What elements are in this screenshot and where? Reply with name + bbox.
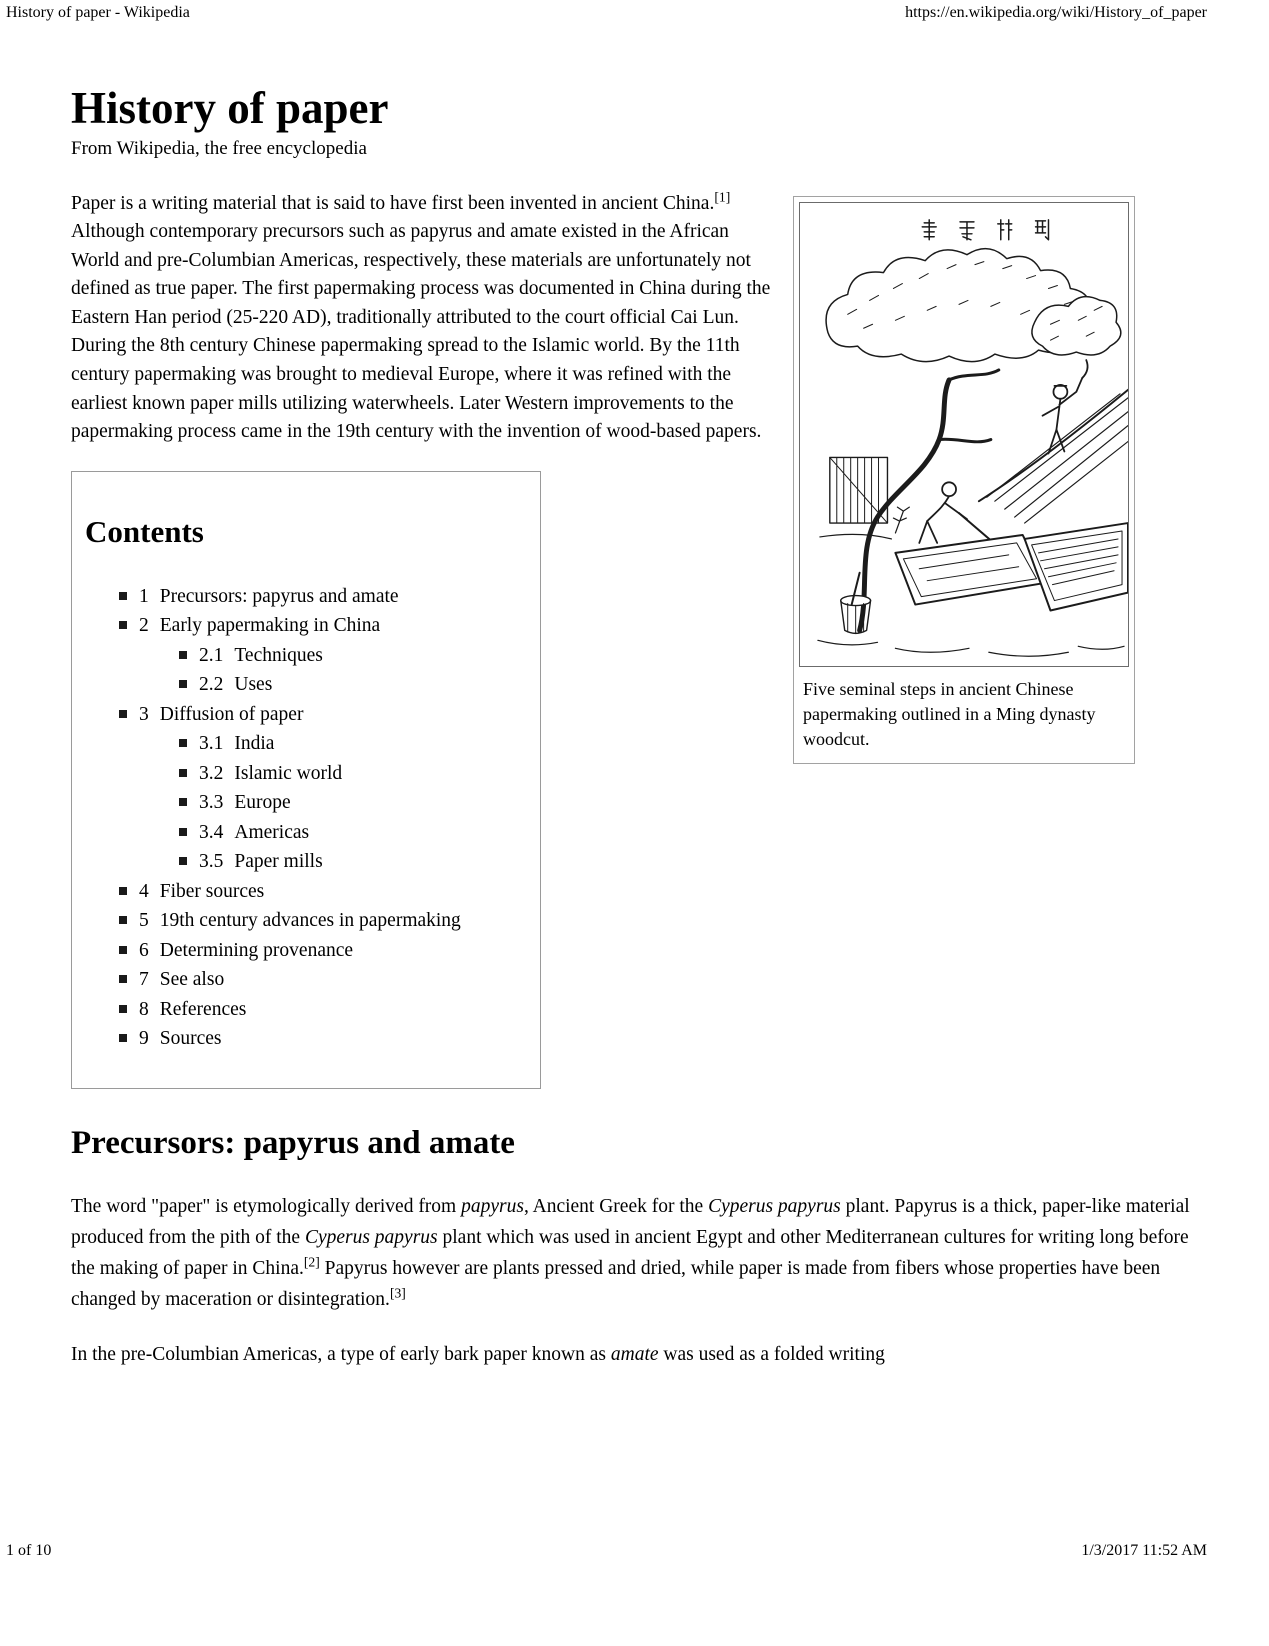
toc-item-label: Precursors: papyrus and amate	[159, 585, 399, 607]
lead-paragraph	[71, 190, 771, 447]
toc-item-label: Diffusion of paper	[159, 703, 304, 725]
text-run: The word "paper" is etymologically derived from	[71, 1195, 462, 1217]
toc-item-number: 6	[139, 939, 149, 961]
toc-item[interactable]	[85, 700, 530, 730]
toc-item[interactable]	[85, 965, 530, 995]
section-paragraph-2	[71, 1339, 1198, 1370]
italic-text: Cyperus papyrus	[304, 1226, 438, 1248]
toc-item-label: References	[159, 998, 247, 1020]
toc-item-number: 4	[139, 880, 149, 902]
square-bullet-icon	[179, 798, 187, 806]
toc-item[interactable]	[85, 788, 530, 818]
italic-text: amate	[610, 1343, 659, 1365]
text-run: , Ancient Greek for the	[523, 1195, 709, 1217]
toc-item[interactable]	[85, 759, 530, 789]
toc-item-number: 2	[139, 615, 149, 637]
toc-item-label: Early papermaking in China	[159, 615, 381, 637]
toc-item[interactable]	[85, 1024, 530, 1054]
text-run: was used as a folded writing	[658, 1343, 885, 1365]
print-timestamp: 1/3/2017 11:52 AM	[1081, 1542, 1207, 1559]
table-of-contents	[71, 471, 541, 1089]
toc-item-label: Europe	[234, 792, 291, 814]
toc-item-label: Uses	[234, 674, 273, 696]
toc-item-number: 5	[139, 910, 149, 932]
square-bullet-icon	[179, 769, 187, 777]
square-bullet-icon	[119, 887, 127, 895]
woodcut-image-frame	[799, 202, 1129, 667]
toc-item[interactable]	[85, 641, 530, 671]
toc-item-label: 19th century advances in papermaking	[159, 910, 461, 932]
square-bullet-icon	[179, 739, 187, 747]
square-bullet-icon	[119, 975, 127, 983]
toc-item-number: 3.2	[199, 762, 224, 784]
article	[71, 84, 1198, 1370]
square-bullet-icon	[119, 710, 127, 718]
toc-item-number: 2.2	[199, 674, 224, 696]
toc-item-number: 9	[139, 1028, 149, 1050]
toc-item[interactable]	[85, 729, 530, 759]
toc-item[interactable]	[85, 847, 530, 877]
reference-link[interactable]: [2]	[303, 1254, 320, 1270]
toc-item[interactable]	[85, 936, 530, 966]
toc-item[interactable]	[85, 877, 530, 907]
toc-item-label: See also	[159, 969, 225, 991]
toc-item-label: Fiber sources	[159, 880, 265, 902]
toc-item-label: Determining provenance	[159, 939, 354, 961]
print-header-url: https://en.wikipedia.org/wiki/History_of_paper	[905, 4, 1207, 21]
figure-caption: Five seminal steps in ancient Chinese papermaking outlined in a Ming dynasty woodcut.	[803, 679, 1096, 750]
square-bullet-icon	[179, 828, 187, 836]
text-run: plant which was used in ancient Egypt and other Mediterranean cultures for writing long before the making of paper in China.	[71, 1226, 1189, 1279]
toc-item[interactable]	[85, 670, 530, 700]
square-bullet-icon	[179, 680, 187, 688]
toc-item-label: Techniques	[234, 644, 323, 666]
print-header-title: History of paper - Wikipedia	[6, 4, 190, 21]
toc-item-number: 7	[139, 969, 149, 991]
square-bullet-icon	[119, 621, 127, 629]
text-run: In the pre-Columbian Americas, a type of early bark paper known as	[71, 1343, 611, 1365]
italic-text: papyrus	[461, 1195, 524, 1217]
square-bullet-icon	[119, 1005, 127, 1013]
section-paragraph-1	[71, 1191, 1198, 1315]
toc-item-label: Islamic world	[234, 762, 343, 784]
square-bullet-icon	[119, 592, 127, 600]
toc-item[interactable]	[85, 582, 530, 612]
square-bullet-icon	[179, 651, 187, 659]
square-bullet-icon	[119, 1034, 127, 1042]
toc-item-number: 3.5	[199, 851, 224, 873]
text-run: plant. Papyrus is a thick, paper-like material produced from the pith of the	[71, 1195, 1190, 1248]
article-subtitle: From Wikipedia, the free encyclopedia	[71, 137, 367, 159]
toc-item-number: 1	[139, 585, 149, 607]
toc-item-number: 3.1	[199, 733, 224, 755]
text-run: Papyrus however are plants pressed and dried, while paper is made from fibers whose properties have been changed by maceration or disintegration.	[71, 1257, 1161, 1310]
print-footer	[6, 1542, 1207, 1560]
toc-item-label: Sources	[159, 1028, 222, 1050]
reference-link[interactable]: [1]	[714, 189, 731, 204]
toc-item-number: 3.3	[199, 792, 224, 814]
reference-link[interactable]: [3]	[389, 1285, 406, 1301]
section-heading-precursors: Precursors: papyrus and amate	[71, 1124, 515, 1161]
toc-list	[85, 582, 530, 1054]
toc-item[interactable]	[85, 611, 530, 641]
text-run: Although contemporary precursors such as papyrus and amate existed in the African World and pre-Columbian Americas, respectively, these materials are unfortunately not defined as true paper. The first papermaking process was documented in China during the Eastern Han period (25-220 AD), traditionally attributed to the court official Cai Lun. During the 8th century Chinese papermaking spread to the Islamic world. By the 11th century papermaking was brought to medieval Europe, where it was refined with the earliest known paper mills utilizing waterwheels. Later Western improvements to the papermaking process came in the 19th century with the invention of wood-based papers.	[71, 221, 771, 443]
toc-item[interactable]	[85, 906, 530, 936]
italic-text: Cyperus papyrus	[708, 1195, 841, 1217]
square-bullet-icon	[119, 916, 127, 924]
text-run: Paper is a writing material that is said to have first been invented in ancient China.	[71, 192, 715, 214]
toc-heading: Contents	[85, 513, 204, 549]
toc-item-number: 2.1	[199, 644, 224, 666]
toc-item-number: 3.4	[199, 821, 224, 843]
toc-item-label: Americas	[234, 821, 310, 843]
square-bullet-icon	[119, 946, 127, 954]
square-bullet-icon	[179, 857, 187, 865]
toc-item-number: 8	[139, 998, 149, 1020]
thumbnail-figure	[793, 196, 1135, 764]
toc-item-label: Paper mills	[234, 851, 323, 873]
page-number: 1 of 10	[6, 1542, 52, 1559]
toc-item-label: India	[234, 733, 275, 755]
woodcut-image	[800, 203, 1128, 666]
toc-item[interactable]	[85, 818, 530, 848]
page-title: History of paper	[71, 83, 389, 133]
toc-item-number: 3	[139, 703, 149, 725]
toc-item[interactable]	[85, 995, 530, 1025]
print-header	[6, 4, 1207, 22]
